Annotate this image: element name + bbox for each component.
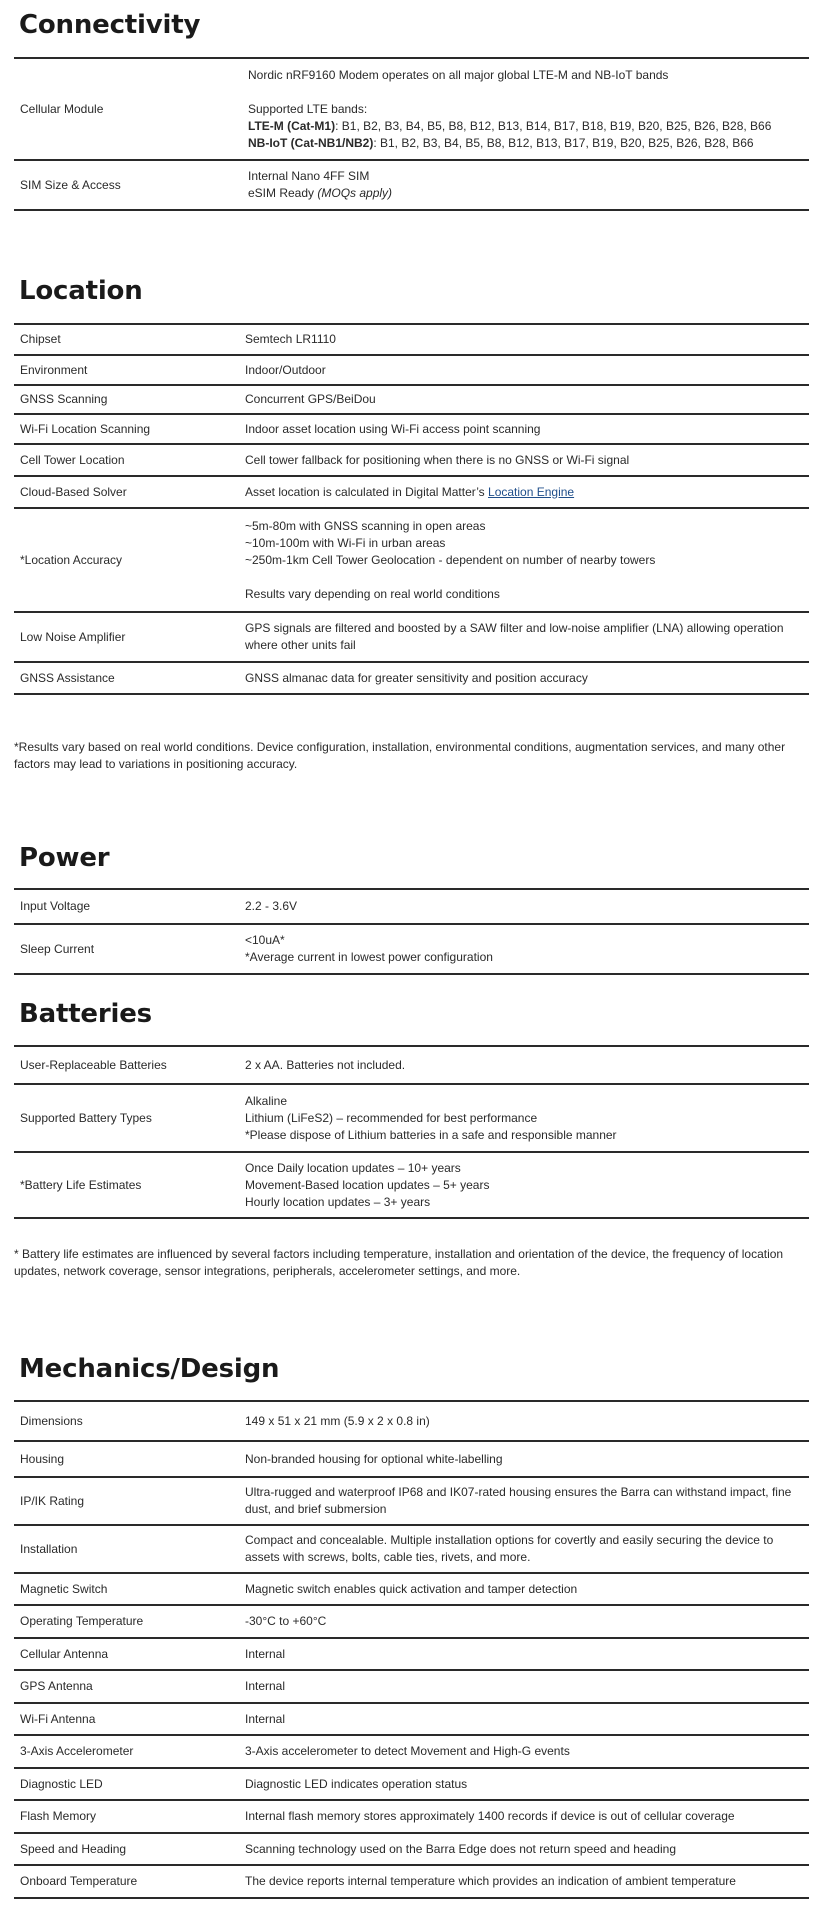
wi-fi-antenna-row [14, 1703, 809, 1735]
power-table [14, 888, 809, 975]
flash-memory-row [14, 1800, 809, 1833]
cell-tower-location-row [14, 444, 809, 476]
row-value: Indoor/Outdoor [239, 355, 809, 385]
battery-footnote: * Battery life estimates are influenced by several factors including temperature, installation and orientation of the device, the frequency of location updates, network coverage, sensor integrations, peripherals, accelerometer settings, and more. [14, 1247, 784, 1278]
esim-note: (MOQs apply) [317, 186, 393, 200]
ltem-bands: : B1, B2, B3, B4, B5, B8, B12, B13, B14, B17, B18, B19, B20, B25, B26, B28, B66 [335, 118, 772, 133]
row-value: -30°C to +60°C [239, 1605, 809, 1638]
row-value: Semtech LR1110 [239, 324, 809, 355]
row-value: Magnetic switch enables quick activation and tamper detection [239, 1573, 809, 1605]
row-label: Input Voltage [14, 889, 239, 924]
location-table [14, 323, 809, 695]
battery-life-line: Once Daily location updates – 10+ years [245, 1160, 461, 1175]
sim-size: Internal Nano 4FF SIM [248, 169, 370, 183]
row-label: Housing [14, 1441, 239, 1477]
row-value: GPS signals are filtered and boosted by a SAW filter and low-noise amplifier (LNA) allowing operation where other units fail [239, 612, 809, 662]
row-label: Supported Battery Types [14, 1084, 239, 1152]
row-label: IP/IK Rating [14, 1477, 239, 1525]
battery-types-row [14, 1084, 809, 1152]
row-value [242, 58, 809, 160]
row-value: Non-branded housing for optional white-labelling [239, 1441, 809, 1477]
cellular-antenna-row [14, 1638, 809, 1670]
row-label: Diagnostic LED [14, 1768, 239, 1800]
row-label: Speed and Heading [14, 1833, 239, 1865]
row-value: 149 x 51 x 21 mm (5.9 x 2 x 0.8 in) [239, 1401, 809, 1441]
row-label: Chipset [14, 324, 239, 355]
battery-type: Lithium (LiFeS2) – recommended for best performance [245, 1110, 538, 1125]
row-value [242, 160, 809, 210]
battery-life-line: Movement-Based location updates – 5+ years [245, 1177, 490, 1192]
gnss-assistance-row [14, 662, 809, 694]
gps-antenna-row [14, 1670, 809, 1703]
sleep-value: <10uA* [245, 933, 285, 947]
installation-row [14, 1525, 809, 1573]
cellular-desc: Nordic nRF9160 Modem operates on all major global LTE-M and NB-IoT bands [248, 67, 669, 82]
row-value: Cell tower fallback for positioning when there is no GNSS or Wi-Fi signal [239, 444, 809, 476]
row-label: Sleep Current [14, 924, 239, 974]
sim-row [14, 160, 809, 210]
row-value: Internal [239, 1638, 809, 1670]
accuracy-note: Results vary depending on real world conditions [245, 586, 500, 601]
row-label: Cellular Module [14, 58, 242, 160]
magnetic-switch-row [14, 1573, 809, 1605]
row-value: Internal [239, 1670, 809, 1703]
row-label: Installation [14, 1525, 239, 1573]
row-value: GNSS almanac data for greater sensitivity and position accuracy [239, 662, 809, 694]
row-label: Operating Temperature [14, 1605, 239, 1638]
sleep-current-row [14, 924, 809, 974]
row-label: Cell Tower Location [14, 444, 239, 476]
row-value: Concurrent GPS/BeiDou [239, 385, 809, 414]
location-heading: Location [19, 276, 143, 306]
row-value: Compact and concealable. Multiple installation options for covertly and easily securing the device to assets with screws, bolts, cable ties, rivets, and more. [239, 1525, 809, 1573]
battery-note: *Please dispose of Lithium batteries in a safe and responsible manner [245, 1127, 617, 1142]
location-accuracy-row [14, 508, 809, 612]
diagnostic-led-row [14, 1768, 809, 1800]
row-label: Magnetic Switch [14, 1573, 239, 1605]
dimensions-row [14, 1401, 809, 1441]
location-footnote: *Results vary based on real world conditions. Device configuration, installation, environmental conditions, augmentation services, and many other factors may lead to variations in positioning accuracy. [14, 740, 786, 771]
environment-row [14, 355, 809, 385]
row-label: Low Noise Amplifier [14, 612, 239, 662]
row-label: Onboard Temperature [14, 1865, 239, 1898]
replaceable-batteries-row [14, 1046, 809, 1084]
accuracy-line: ~250m-1km Cell Tower Geolocation - dependent on number of nearby towers [245, 552, 656, 567]
nbiot-bands: : B1, B2, B3, B4, B5, B8, B12, B13, B17, B19, B20, B25, B26, B28, B66 [373, 135, 754, 150]
row-value: Ultra-rugged and waterproof IP68 and IK07-rated housing ensures the Barra can withstand impact, fine dust, and brief submersion [239, 1477, 809, 1525]
row-label: *Location Accuracy [14, 508, 239, 612]
wi-fi-location-scanning-row [14, 414, 809, 444]
chipset-row [14, 324, 809, 355]
row-value [239, 924, 809, 974]
row-label: User-Replaceable Batteries [14, 1046, 239, 1084]
input-voltage-row [14, 889, 809, 924]
ip-ik-rating-row [14, 1477, 809, 1525]
row-label: GPS Antenna [14, 1670, 239, 1703]
onboard-temperature-row [14, 1865, 809, 1898]
row-value: Scanning technology used on the Barra Edge does not return speed and heading [239, 1833, 809, 1865]
row-value [239, 1152, 809, 1218]
row-label: Wi-Fi Location Scanning [14, 414, 239, 444]
batteries-table [14, 1045, 809, 1219]
connectivity-table [14, 57, 809, 211]
row-value: Indoor asset location using Wi-Fi access point scanning [239, 414, 809, 444]
accuracy-line: ~5m-80m with GNSS scanning in open areas [245, 518, 486, 533]
row-label: Wi-Fi Antenna [14, 1703, 239, 1735]
row-value: 3-Axis accelerometer to detect Movement and High-G events [239, 1735, 809, 1768]
esim-ready: eSIM Ready [248, 186, 315, 200]
nbiot-label: NB-IoT (Cat-NB1/NB2) [248, 135, 374, 150]
row-value: Internal flash memory stores approximately 1400 records if device is out of cellular coverage [239, 1800, 809, 1833]
sleep-note: *Average current in lowest power configuration [245, 950, 493, 964]
lna-row [14, 612, 809, 662]
row-label: GNSS Assistance [14, 662, 239, 694]
row-value: 2 x AA. Batteries not included. [239, 1046, 809, 1084]
row-value [239, 476, 809, 508]
mechanics-heading: Mechanics/Design [19, 1354, 280, 1384]
ltem-label: LTE-M (Cat-M1) [248, 118, 336, 133]
row-label: 3-Axis Accelerometer [14, 1735, 239, 1768]
accuracy-line: ~10m-100m with Wi-Fi in urban areas [245, 535, 446, 550]
row-label: SIM Size & Access [14, 160, 242, 210]
mechanics-table [14, 1400, 809, 1899]
row-label: Environment [14, 355, 239, 385]
battery-life-line: Hourly location updates – 3+ years [245, 1194, 431, 1209]
speed-and-heading-row [14, 1833, 809, 1865]
row-value: 2.2 - 3.6V [239, 889, 809, 924]
battery-life-row [14, 1152, 809, 1218]
solver-text: Asset location is calculated in Digital Matter’s [245, 484, 485, 499]
row-label: *Battery Life Estimates [14, 1152, 239, 1218]
row-label: Cellular Antenna [14, 1638, 239, 1670]
row-value: The device reports internal temperature which provides an indication of ambient temperature [239, 1865, 809, 1898]
lte-bands-heading: Supported LTE bands: [248, 101, 368, 116]
cellular-module-row [14, 58, 809, 160]
cloud-solver-row [14, 476, 809, 508]
3-axis-accelerometer-row [14, 1735, 809, 1768]
location-engine-link[interactable]: Location Engine [488, 484, 575, 499]
row-label: Flash Memory [14, 1800, 239, 1833]
row-value: Internal [239, 1703, 809, 1735]
row-label: Cloud-Based Solver [14, 476, 239, 508]
row-label: GNSS Scanning [14, 385, 239, 414]
row-label: Dimensions [14, 1401, 239, 1441]
row-value [239, 508, 809, 612]
row-value: Diagnostic LED indicates operation status [239, 1768, 809, 1800]
connectivity-heading: Connectivity [19, 10, 201, 40]
batteries-heading: Batteries [19, 999, 152, 1029]
gnss-scanning-row [14, 385, 809, 414]
battery-type: Alkaline [245, 1093, 288, 1108]
row-value [239, 1084, 809, 1152]
power-heading: Power [19, 843, 110, 873]
operating-temperature-row [14, 1605, 809, 1638]
housing-row [14, 1441, 809, 1477]
